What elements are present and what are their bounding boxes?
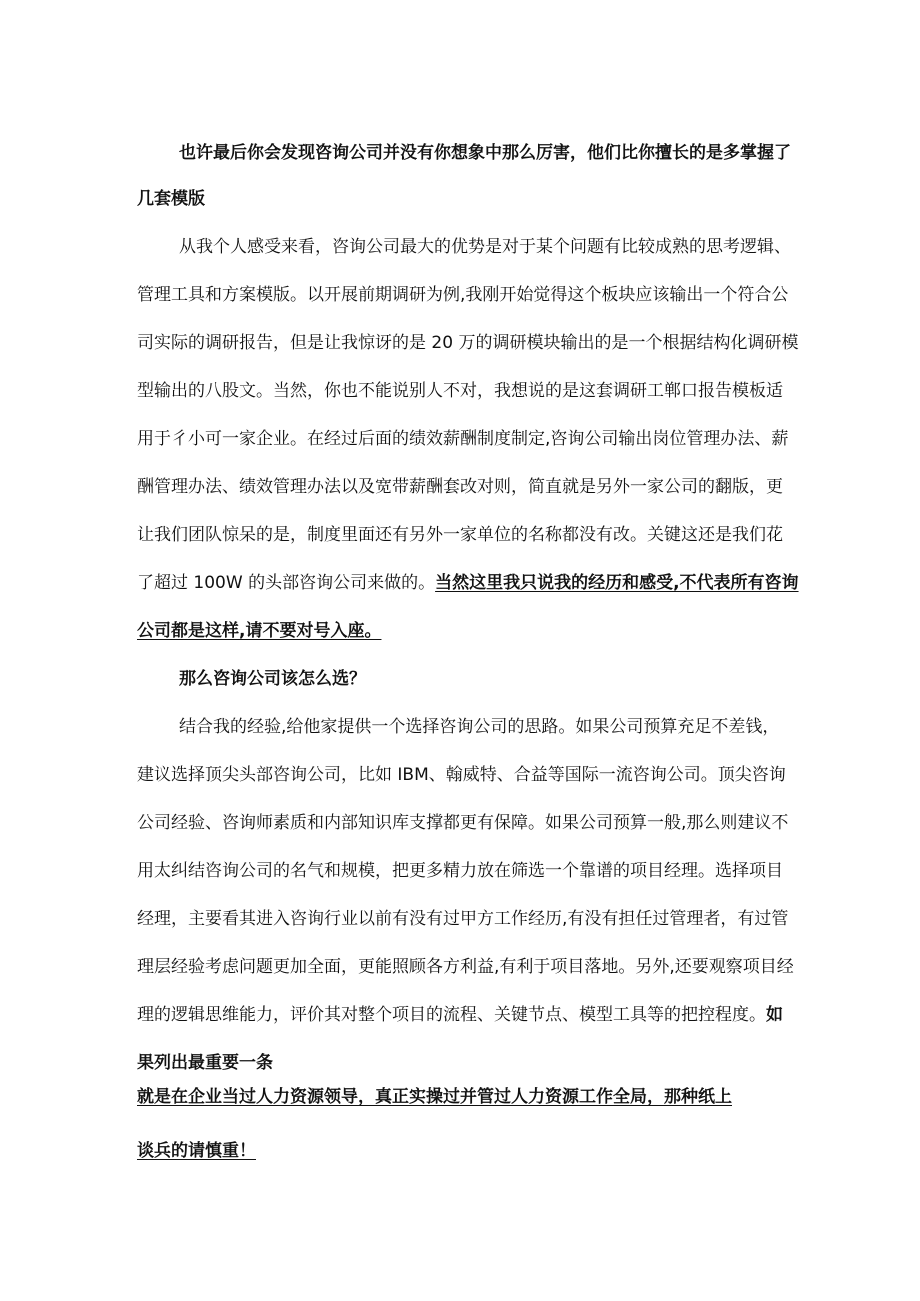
disclaimer-text-continued: 公司都是这样,请不要对号入座。 [137,621,382,641]
key-point-text: 如 [766,1005,783,1025]
paragraph-2-line: 用太纠结咨询公司的名气和规模，把更多精力放在筛选一个靠谱的项目经理。选择项目 [137,861,783,881]
key-point-text-continued: 果列出最重要一条 [137,1053,273,1073]
key-point-underlined-end: 谈兵的请慎重！ [137,1141,256,1161]
section-heading: 那么咨询公司该怎么选？ [179,669,366,689]
paragraph-2-line: 经理，主要看其进入咨询行业以前有没有过甲方工作经历,有没有担任过管理者，有过管 [137,909,789,929]
paragraph-2-line: 理层经验考虑问题更加全面，更能照顾各方利益,有利于项目落地。另外,还要观察项目经 [137,957,794,977]
paragraph-1-line: 酬管理办法、绩效管理办法以及宽带薪酬套改对则，简直就是另外一家公司的翻版，更 [137,477,783,497]
disclaimer-text: 当然这里我只说我的经历和感受,不代表所有咨询 [435,573,799,593]
paragraph-2-plain-text: 理的逻辑思维能力，评价其对整个项目的流程、关键节点、模型工具等的把控程度。 [137,1005,766,1025]
key-point-underlined: 就是在企业当过人力资源领导，真正实操过并管过人力资源工作全局，那种纸上 [137,1087,732,1107]
heading-line-2: 几套模版 [137,189,205,209]
paragraph-1-plain-text: 了超过 100W 的头部咨询公司来做的。 [137,573,436,593]
heading-line-1: 也许最后你会发现咨询公司并没有你想象中那么厉害，他们比你擅长的是多掌握了 [179,143,791,163]
paragraph-1-line: 让我们团队惊呆的是，制度里面还有另外一家单位的名称都没有改。关键这还是我们花 [137,525,783,545]
paragraph-2-line: 公司经验、咨询师素质和内部知识库支撑都更有保障。如果公司预算一般,那么则建议不 [137,813,789,833]
paragraph-1-line: 管理工具和方案模版。以开展前期调研为例,我刚开始觉得这个板块应该输出一个符合公 [137,285,789,305]
paragraph-2-line [137,1001,797,1029]
paragraph-1-line [137,569,797,597]
paragraph-2-line: 建议选择顶尖头部咨询公司，比如 IBM、翰威特、合益等国际一流咨询公司。顶尖咨询 [137,765,786,785]
paragraph-1-line: 司实际的调研报告，但是让我惊讶的是 20 万的调研模块输出的是一个根据结构化调研模 [137,333,799,353]
paragraph-1-line: 用于彳小可一家企业。在经过后面的绩效薪酬制度制定,咨询公司输出岗位管理办法、薪 [137,429,789,449]
paragraph-1-line: 型输出的八股文。当然，你也不能说别人不对，我想说的是这套调研工郸口报告模板适 [137,381,783,401]
paragraph-1-line: 从我个人感受来看，咨询公司最大的优势是对于某个问题有比较成熟的思考逻辑、 [179,237,791,257]
paragraph-2-line: 结合我的经验,给他家提供一个选择咨询公司的思路。如果公司预算充足不差钱， [179,717,780,737]
